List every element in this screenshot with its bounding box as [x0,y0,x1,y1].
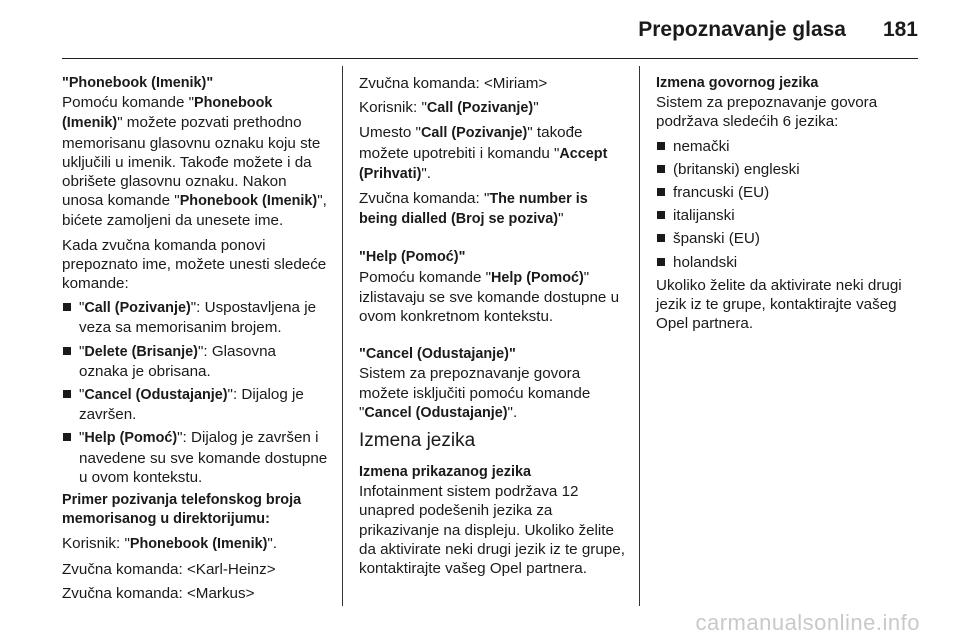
language-label: italijanski [673,207,735,225]
language-label: francuski (EU) [673,184,770,202]
text: ". [421,164,431,182]
command-text: Call (Pozivanje) [420,125,528,142]
heading-phonebook: "Phonebook (Imenik)" [62,75,214,91]
bullet-cancel [62,385,328,424]
example-line-voice [359,189,625,229]
language-label: holandski [673,253,738,271]
text: Korisnik: " [62,535,130,553]
page-title: Prepoznavanje glasa [638,18,846,41]
text: Umesto " [359,124,421,142]
page-number: 181 [882,18,918,41]
bullet-square-icon [657,165,665,173]
paragraph-cancel [359,364,625,423]
text: Pomoću komande " [359,268,492,286]
spacer [359,234,625,248]
text: " [79,342,85,360]
text: " [79,386,85,404]
text: ": Dijalog je završen. [79,386,304,424]
text: " [533,99,539,117]
bullet-square-icon [63,303,71,311]
command-text: Help (Pomoć) [84,430,178,447]
text: " takođe možete upotrebiti i komandu " [359,124,583,162]
spacer [359,331,625,345]
heading-display-language: Izmena prikazanog jezika [359,464,531,481]
example-line-voice: Zvučna komanda: <Miriam> [359,75,548,92]
text: " [79,299,85,317]
command-text: Cancel (Odustajanje) [84,387,228,404]
example-line-user [359,98,625,118]
command-text: Call (Pozivanje) [84,300,191,317]
text: Korisnik: " [359,99,427,117]
language-label: španski (EU) [673,230,760,248]
text: ": Dijalog je završen i navedene su sve komande dostupne u ovom kontekstu. [79,429,328,486]
language-item [656,253,922,272]
text: Pomoću komande " [62,94,195,112]
header-rule [62,58,918,59]
command-text: Phonebook (Imenik) [62,95,273,132]
command-text: Phonebook (Imenik) [129,536,268,553]
command-text: Accept (Prihvati) [359,145,608,182]
example-line-voice: Zvučna komanda: <Karl-Heinz> [62,560,276,578]
text: " izlistavaju se sve komande dostupne u ovom konkretnom kontekstu. [359,268,620,326]
bullet-square-icon [63,347,71,355]
language-label: (britanski) engleski [673,160,800,178]
text: ", bićete zamoljeni da unesete ime. [62,192,327,230]
bullet-square-icon [657,258,665,266]
command-text: Delete (Brisanje) [84,343,198,360]
paragraph-help [359,268,625,327]
watermark: carmanualsonline.info [695,610,920,635]
language-item [656,206,922,225]
paragraph-display-language: Infotainment sistem podržava 12 unapred podešenih jezika za prikazivanje na displeju. Ukoliko želite da aktivirate neki drugi jezik iz te grupe, kontaktirajte vašeg Opel partnera. [359,483,625,578]
text: ". [267,535,278,553]
command-text: Phonebook (Imenik) [179,193,318,210]
heading-example: Primer pozivanja telefonskog broja memorisanog u direktorijumu: [62,492,302,528]
text: ": Uspostavljena je veza sa memorisanim brojem. [79,299,317,337]
bullet-delete [62,342,328,381]
bullet-square-icon [657,234,665,242]
heading-help: "Help (Pomoć)" [359,249,466,266]
bullet-square-icon [63,433,71,441]
paragraph-phonebook [62,93,328,230]
text: " [558,210,564,228]
language-item [656,160,922,179]
command-text: Help (Pomoć) [491,269,584,286]
section-title: Izmena jezika [359,430,476,452]
heading-voice-language: Izmena govornog jezika [656,75,819,91]
bullet-square-icon [63,390,71,398]
bullet-square-icon [657,142,665,150]
bullet-square-icon [657,188,665,196]
text: " možete pozvati prethodno memorisanu glasovnu oznaku koju ste uključili u imenik. Takođe možete i da obrišete glasovnu oznaku. Nakon unosa komande " [62,114,321,210]
command-text: The number is being dialled (Broj se poziva) [359,191,588,228]
bullet-square-icon [657,211,665,219]
column-divider-1 [342,66,343,606]
language-label: nemački [673,137,730,155]
example-line-voice: Zvučna komanda: <Markus> [62,584,255,602]
page-header [62,0,918,58]
column-1 [62,74,328,608]
text: ": Glasovna oznaka je obrisana. [79,342,276,380]
paragraph-contact-partner: Ukoliko želite da aktivirate neki drugi jezik iz te grupe, kontaktirajte vašeg Opel partnera. [656,276,902,333]
language-item [656,137,922,156]
paragraph-commands-intro: Kada zvučna komanda ponovi prepoznato ime, možete unesti sledeće komande: [62,236,327,293]
text: ". [507,403,518,421]
text: " [79,429,85,447]
column-2 [359,74,625,583]
column-3 [656,74,922,338]
text: Sistem za prepoznavanje govora možete isključiti pomoću komande " [359,365,591,421]
example-line-user [62,534,328,554]
text: Zvučna komanda: " [359,190,490,208]
paragraph-accept [359,123,625,184]
column-divider-2 [639,66,640,606]
language-item [656,229,922,248]
paragraph-voice-language: Sistem za prepoznavanje govora podržava sledećih 6 jezika: [656,94,878,131]
bullet-call [62,298,328,337]
heading-cancel: "Cancel (Odustajanje)" [359,346,516,363]
command-text: Cancel (Odustajanje) [364,404,508,421]
language-item [656,183,922,202]
bullet-help [62,428,328,487]
command-text: Call (Pozivanje) [426,100,534,117]
